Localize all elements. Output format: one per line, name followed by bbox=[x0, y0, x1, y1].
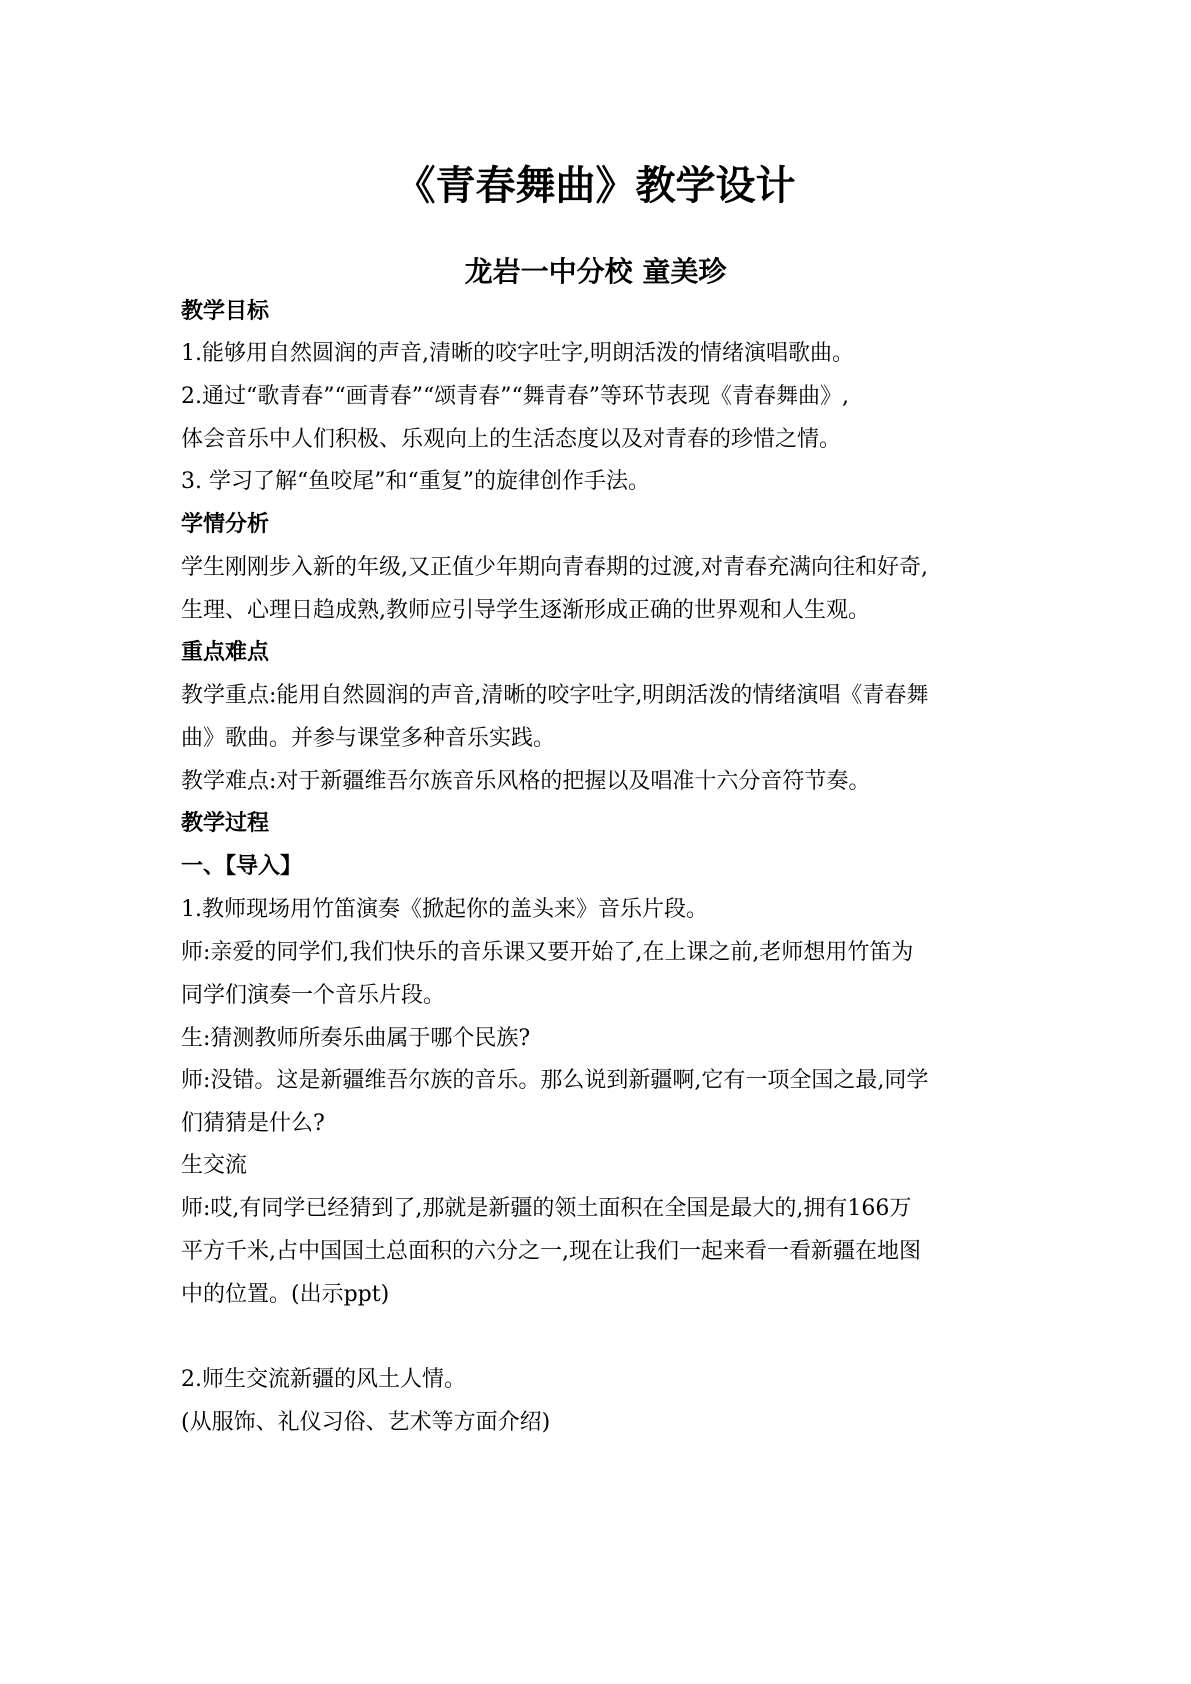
paragraph-line: 曲》歌曲。并参与课堂多种音乐实践。 bbox=[181, 726, 556, 751]
paragraph-line: 教学重点:能用自然圆润的声音,清晰的咬字吐字,明朗活泼的情绪演唱《青春舞 bbox=[181, 683, 929, 708]
paragraph-line: 1.教师现场用竹笛演奏《掀起你的盖头来》音乐片段。 bbox=[181, 897, 708, 922]
paragraph-line: 生交流 bbox=[181, 1153, 248, 1178]
section-heading: 教学目标 bbox=[181, 299, 270, 324]
paragraph-line: 学生刚刚步入新的年级,又正值少年期向青春期的过渡,对青春充满向往和好奇, bbox=[181, 555, 928, 580]
paragraph-line: 们猜猜是什么? bbox=[181, 1111, 325, 1136]
document-subtitle: 龙岩一中分校 童美珍 bbox=[464, 255, 727, 288]
paragraph-line: 师:没错。这是新疆维吾尔族的音乐。那么说到新疆啊,它有一项全国之最,同学 bbox=[181, 1068, 929, 1093]
section-heading: 一、【导入】 bbox=[181, 854, 303, 879]
section-heading: 学情分析 bbox=[181, 512, 270, 537]
paragraph-line: 中的位置。(出示ppt) bbox=[181, 1282, 390, 1307]
paragraph-line: (从服饰、礼仪习俗、艺术等方面介绍) bbox=[181, 1410, 551, 1435]
paragraph-line: 1.能够用自然圆润的声音,清晰的咬字吐字,明朗活泼的情绪演唱歌曲。 bbox=[181, 341, 854, 366]
paragraph-line: 平方千米,占中国国土总面积的六分之一,现在让我们一起来看一看新疆在地图 bbox=[181, 1239, 921, 1264]
section-heading: 重点难点 bbox=[181, 640, 270, 665]
paragraph-line: 生:猜测教师所奏乐曲属于哪个民族? bbox=[181, 1026, 531, 1051]
paragraph-line: 体会音乐中人们积极、乐观向上的生活态度以及对青春的珍惜之情。 bbox=[181, 427, 842, 452]
paragraph-line: 2.师生交流新疆的风土人情。 bbox=[181, 1367, 466, 1392]
paragraph-line: 3. 学习了解“鱼咬尾”和“重复”的旋律创作手法。 bbox=[181, 469, 650, 494]
paragraph-line: 同学们演奏一个音乐片段。 bbox=[181, 983, 446, 1008]
document-title: 《青春舞曲》教学设计 bbox=[395, 163, 796, 209]
paragraph-line: 2.通过“歌青春”“画青春”“颂青春”“舞青春”等环节表现《青春舞曲》, bbox=[181, 384, 849, 409]
paragraph-line: 教学难点:对于新疆维吾尔族音乐风格的把握以及唱准十六分音符节奏。 bbox=[181, 769, 871, 794]
paragraph-line: 生理、心理日趋成熟,教师应引导学生逐渐形成正确的世界观和人生观。 bbox=[181, 598, 870, 623]
paragraph-line: 师:亲爱的同学们,我们快乐的音乐课又要开始了,在上课之前,老师想用竹笛为 bbox=[181, 940, 914, 965]
section-heading: 教学过程 bbox=[181, 811, 270, 836]
paragraph-line: 师:哎,有同学已经猜到了,那就是新疆的领土面积在全国是最大的,拥有166万 bbox=[181, 1196, 912, 1221]
